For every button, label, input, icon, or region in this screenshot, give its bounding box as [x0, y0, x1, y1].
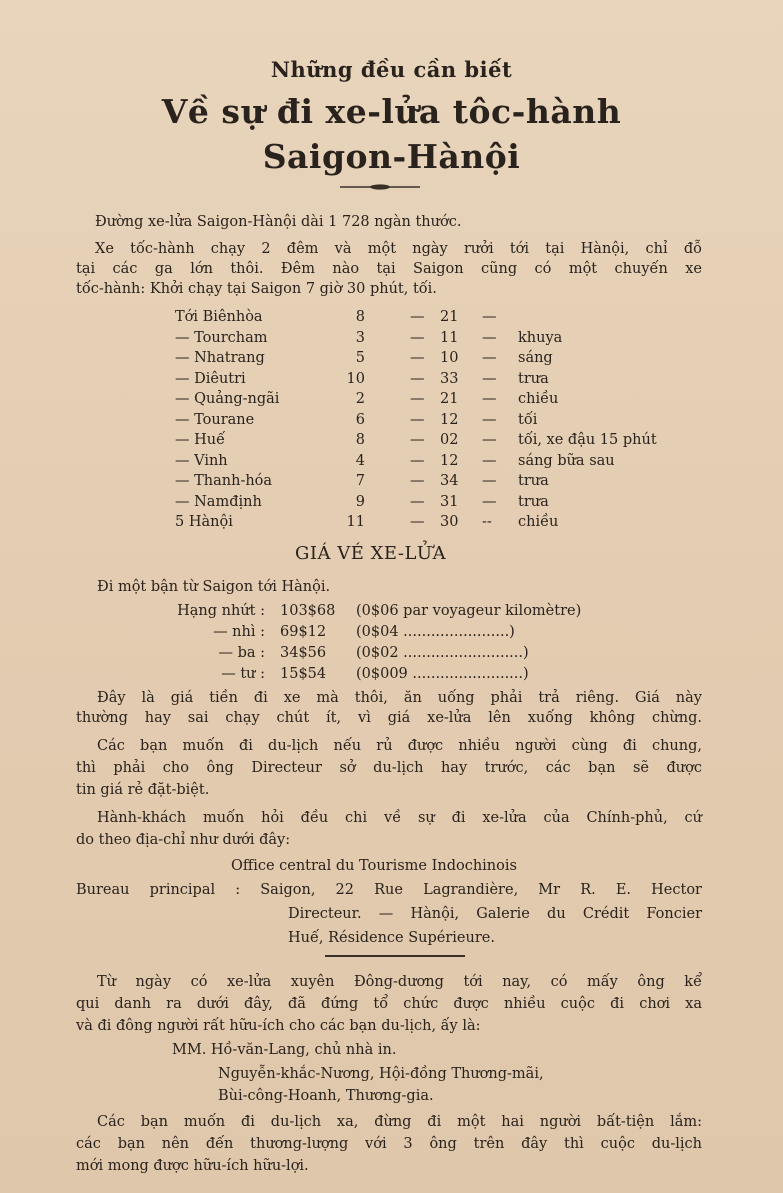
schedule-minute: 12 — [440, 452, 459, 469]
schedule-dash: — — [482, 309, 497, 325]
fare-price: 34$56 — [280, 645, 327, 661]
schedule-minute: 02 — [440, 432, 459, 448]
schedule-dash: — — [482, 350, 497, 366]
intro-line-2: Xe tốc-hành chạy 2 đêm và một ngày rưởi tới tại Hànội, chỉ đỗ — [95, 241, 702, 257]
section-rule — [325, 955, 465, 957]
notes-line-2: thường hay sai chạy chút ít, vì giá xe-lửa lên xuống không chừng. — [76, 710, 702, 726]
fare-price: 15$54 — [280, 666, 327, 682]
schedule-station: — Quảng-ngãi — [175, 391, 280, 407]
contact-line-3: Huế, Résidence Supérieure. — [288, 930, 495, 946]
schedule-station: — Thanh-hóa — [175, 473, 273, 489]
schedule-note: trưa — [518, 473, 549, 489]
schedule-minute: 30 — [440, 514, 459, 530]
fare-per-km: (0$06 par voyageur kilomètre) — [356, 603, 582, 619]
contact-line-1: Bureau principal : Saigon, 22 Rue Lagrandière, Mr R. E. Hector — [76, 882, 702, 898]
schedule-dash: — — [410, 514, 425, 530]
closing-line-3: và đi đông người rất hữu-ích cho các bạn du-lịch, ấy là: — [76, 1018, 481, 1034]
closing-line-4: Các bạn muốn đi du-lịch xa, đừng đi một hai người bất-tiện lắm: — [97, 1114, 702, 1130]
schedule-dash: -- — [482, 514, 492, 530]
schedule-station: — Namđịnh — [175, 493, 262, 510]
fare-price: 69$12 — [280, 624, 327, 640]
schedule-station: 5 Hànội — [175, 514, 233, 530]
schedule-hour: 8 — [355, 432, 365, 448]
schedule-station: — Tourcham — [175, 329, 268, 346]
office-name: Office central du Tourisme Indochinois — [231, 858, 517, 874]
schedule-note: khuya — [518, 329, 563, 346]
schedule-dash: — — [410, 329, 425, 346]
schedule-note: tối — [518, 411, 538, 428]
closing-names-1: MM. Hồ-văn-Lang, chủ nhà in. — [172, 1042, 397, 1058]
schedule-hour: 11 — [346, 514, 365, 530]
schedule-dash: — — [410, 473, 425, 489]
schedule-dash: — — [410, 370, 425, 387]
schedule-hour: 2 — [355, 391, 365, 407]
fare-per-km: (0$009 ........................) — [356, 666, 529, 682]
schedule-minute: 10 — [440, 350, 459, 366]
schedule-station: — Huế — [175, 432, 226, 448]
fare-price: 103$68 — [280, 603, 336, 619]
schedule-note: sáng — [518, 350, 553, 366]
schedule-minute: 21 — [440, 391, 459, 407]
fare-class: — ba : — [218, 645, 265, 661]
schedule-hour: 8 — [355, 309, 365, 325]
schedule-dash: — — [482, 452, 497, 469]
schedule-minute: 11 — [440, 329, 459, 346]
notes-line-4: thì phải cho ông Directeur sở du-lịch hay trước, các bạn sẽ được — [76, 760, 702, 776]
notes-line-5: tin giá rẻ đặt-biệt. — [76, 782, 210, 798]
schedule-minute: 33 — [440, 370, 459, 387]
closing-line-6: mới mong được hữu-ích hữu-lợi. — [76, 1158, 309, 1174]
fare-per-km: (0$02 ..........................) — [356, 645, 529, 661]
notes-line-3: Các bạn muốn đi du-lịch nếu rủ được nhiều người cùng đi chung, — [97, 738, 702, 754]
notes-line-7: do theo địa-chỉ như dưới đây: — [76, 832, 291, 848]
fare-class: — nhì : — [213, 624, 265, 640]
schedule-station: Tới Biênhòa — [175, 309, 263, 325]
schedule-hour: 5 — [355, 350, 365, 366]
closing-names-3: Bùi-công-Hoanh, Thương-gia. — [218, 1088, 434, 1104]
fares-title: GIÁ VÉ XE-LỬA — [295, 543, 447, 564]
schedule-dash: — — [410, 350, 425, 366]
schedule-hour: 4 — [355, 452, 365, 469]
page-title-line2: Saigon-Hànội — [262, 137, 521, 176]
ornament-divider — [340, 183, 420, 191]
schedule-dash: — — [482, 411, 497, 428]
fare-class: — tư : — [221, 666, 265, 682]
schedule-dash: — — [482, 493, 497, 510]
schedule-note: sáng bữa sau — [518, 452, 615, 469]
schedule-note: tối, xe đậu 15 phút — [518, 432, 657, 448]
closing-names-2: Nguyễn-khắc-Nương, Hội-đồng Thương-mãi, — [218, 1066, 544, 1082]
schedule-minute: 34 — [440, 473, 459, 489]
schedule-minute: 12 — [440, 411, 459, 428]
schedule-note: chiều — [518, 391, 559, 407]
schedule-minute: 31 — [440, 493, 459, 510]
schedule-dash: — — [410, 452, 425, 469]
schedule-dash: — — [482, 432, 497, 448]
fare-class: Hạng nhứt : — [177, 603, 265, 619]
intro-line-3: tại các ga lớn thôi. Đêm nào tại Saigon cũng có một chuyến xe — [76, 261, 702, 277]
closing-line-2: qui danh ra dưới đây, đã đứng tổ chức được nhiều cuộc đi chơi xa — [76, 996, 702, 1012]
schedule-hour: 9 — [355, 493, 365, 510]
schedule-dash: — — [410, 309, 425, 325]
schedule-station: — Vinh — [175, 452, 228, 469]
page-subtitle: Những đều cần biết — [270, 57, 513, 82]
schedule-dash: — — [482, 391, 497, 407]
notes-line-1: Đây là giá tiền đi xe mà thôi, ăn uống phải trả riêng. Giá này — [97, 690, 702, 706]
schedule-station: — Nhatrang — [175, 350, 265, 366]
schedule-dash: — — [482, 370, 497, 387]
closing-line-1: Từ ngày có xe-lửa xuyên Đông-dương tới nay, có mấy ông kể — [97, 974, 702, 990]
schedule-hour: 3 — [355, 329, 365, 346]
schedule-dash: — — [410, 411, 425, 428]
intro-line-4: tốc-hành: Khởi chạy tại Saigon 7 giờ 30 phút, tối. — [76, 281, 437, 297]
schedule-minute: 21 — [440, 309, 459, 325]
fare-per-km: (0$04 .......................) — [356, 624, 515, 640]
schedule-dash: — — [410, 493, 425, 510]
closing-line-5: các bạn nên đến thương-lượng với 3 ông trên đây thì cuộc du-lịch — [76, 1136, 702, 1152]
schedule-hour: 10 — [346, 370, 365, 387]
schedule-dash: — — [410, 432, 425, 448]
schedule-dash: — — [482, 473, 497, 489]
fares-intro: Đi một bận từ Saigon tới Hànội. — [97, 579, 331, 595]
schedule-hour: 7 — [355, 473, 365, 489]
schedule-station: — Tourane — [175, 411, 255, 428]
schedule-note: trưa — [518, 493, 549, 510]
schedule-note: chiều — [518, 514, 559, 530]
contact-line-2: Directeur. — Hànội, Galerie du Crédit Foncier — [288, 906, 702, 922]
intro-line-1: Đường xe-lửa Saigon-Hànội dài 1 728 ngàn thước. — [95, 214, 462, 230]
schedule-note: trưa — [518, 370, 549, 387]
schedule-station: — Diêutri — [175, 370, 246, 387]
schedule-dash: — — [482, 329, 497, 346]
schedule-dash: — — [410, 391, 425, 407]
page-title-line1: Về sự đi xe-lửa tôc-hành — [161, 92, 622, 131]
notes-line-6: Hành-khách muốn hỏi đều chi về sự đi xe-lửa của Chính-phủ, cứ — [97, 810, 702, 826]
schedule-hour: 6 — [355, 411, 365, 428]
